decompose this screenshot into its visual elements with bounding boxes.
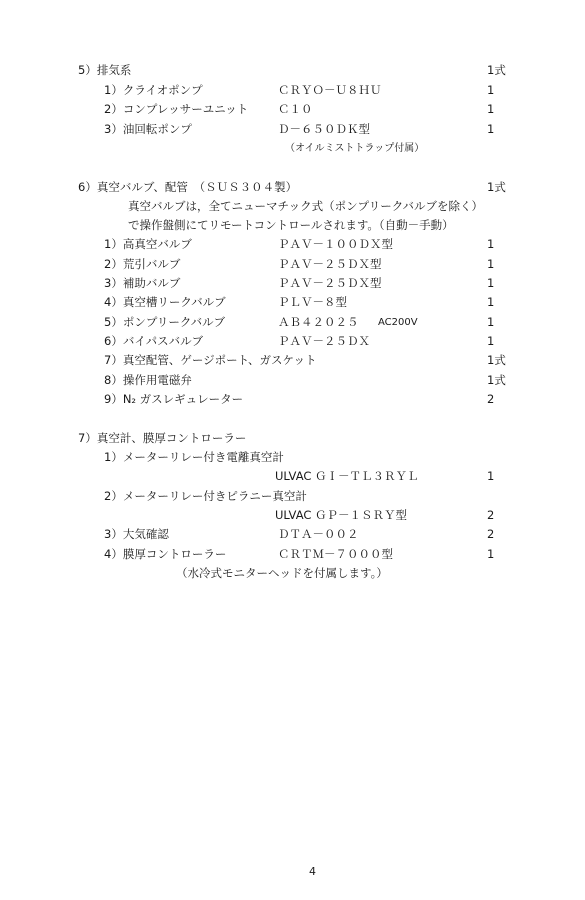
section-6-item-4-qty: 1 xyxy=(487,295,495,309)
section-5-item-1-label: 1）クライオポンプ xyxy=(104,83,203,97)
section-7-item-2-model: ULVAC ＧＰ－１ＳＲＹ型 xyxy=(275,508,408,522)
section-6-item-6-model: ＰＡＶ－２５ＤＸ xyxy=(278,334,370,348)
section-5-note: （オイルミストトラップ付属） xyxy=(285,143,425,154)
section-7-item-4-model: ＣＲＴＭ－７０００型 xyxy=(278,547,393,561)
section-7-item-1-label: 1）メーターリレー付き電離真空計 xyxy=(104,450,284,464)
section-6-item-3-qty: 1 xyxy=(487,276,495,290)
section-6-heading: 6）真空バルブ、配管 （ＳＵＳ３０４製） xyxy=(78,180,298,194)
section-5-item-3-qty: 1 xyxy=(487,122,495,136)
section-6-item-1-label: 1）高真空バルブ xyxy=(104,237,192,251)
section-7-item-1-model: ULVAC ＧＩ－ＴＬ３ＲＹＬ xyxy=(275,469,419,483)
section-6-item-5-model: ＡＢ４２０２５ xyxy=(278,315,359,329)
section-6-item-5-voltage: AC200V xyxy=(378,317,418,328)
page-number: 4 xyxy=(309,865,316,878)
section-6-item-9-label: 9）N₂ ガスレギュレーター xyxy=(104,392,244,406)
section-7-item-4-qty: 1 xyxy=(487,547,495,561)
section-6-item-2-label: 2）荒引バルブ xyxy=(104,257,181,271)
section-6-description-line-2: で操作盤側にてリモートコントロールされます。（自動－手動） xyxy=(128,218,454,232)
section-5-item-2-label: 2）コンプレッサーユニット xyxy=(104,102,249,116)
section-6-item-7-label: 7）真空配管、ゲージポート、ガスケット xyxy=(104,353,317,367)
section-6-item-1-qty: 1 xyxy=(487,237,495,251)
section-5-heading: 5）排気系 xyxy=(78,63,132,77)
section-5-item-2-model: Ｃ１０ xyxy=(278,102,313,116)
section-5-item-2-qty: 1 xyxy=(487,102,495,116)
section-6-item-3-label: 3）補助バルブ xyxy=(104,276,181,290)
section-7-item-4-label: 4）膜厚コントローラー xyxy=(104,547,227,561)
section-6-item-6-qty: 1 xyxy=(487,334,495,348)
section-6-qty: 1式 xyxy=(487,180,506,194)
section-7-note: （水冷式モニターヘッドを付属します。） xyxy=(176,566,388,580)
section-6-item-4-label: 4）真空槽リークバルブ xyxy=(104,295,226,309)
section-6-item-2-qty: 1 xyxy=(487,257,495,271)
section-7-item-3-model: ＤＴＡ－００２ xyxy=(278,527,359,541)
section-6-item-8-qty: 1式 xyxy=(487,373,506,387)
section-6-item-2-model: ＰＡＶ－２５ＤＸ型 xyxy=(278,257,382,271)
section-5-item-3-model: Ｄ－６５０ＤＫ型 xyxy=(278,122,370,136)
section-6-description-line-1: 真空バルブは，全てニューマチック式（ポンプリークバルブを除く） xyxy=(128,199,484,213)
section-5-item-1-qty: 1 xyxy=(487,83,495,97)
section-6-item-3-model: ＰＡＶ－２５ＤＸ型 xyxy=(278,276,382,290)
section-7-heading: 7）真空計、膜厚コントローラー xyxy=(78,431,247,445)
section-5-qty: 1式 xyxy=(487,63,506,77)
section-6-item-5-qty: 1 xyxy=(487,315,495,329)
section-7-item-2-label: 2）メーターリレー付きピラニー真空計 xyxy=(104,489,307,503)
section-6-item-4-model: ＰＬＶ－８型 xyxy=(278,295,347,309)
section-6-item-8-label: 8）操作用電磁弁 xyxy=(104,373,192,387)
section-5-item-1-model: ＣＲＹＯ－Ｕ８ＨＵ xyxy=(278,83,382,97)
section-6-item-5-label: 5）ポンプリークバルブ xyxy=(104,315,226,329)
section-6-item-6-label: 6）バイパスバルブ xyxy=(104,334,204,348)
section-7-item-1-qty: 1 xyxy=(487,469,495,483)
section-6-item-1-model: ＰＡＶ－１００ＤＸ型 xyxy=(278,237,393,251)
section-7-item-3-qty: 2 xyxy=(487,527,495,541)
section-6-item-9-qty: 2 xyxy=(487,392,495,406)
section-6-item-7-qty: 1式 xyxy=(487,353,506,367)
section-5-item-3-label: 3）油回転ポンプ xyxy=(104,122,192,136)
section-7-item-2-qty: 2 xyxy=(487,508,495,522)
section-7-item-3-label: 3）大気確認 xyxy=(104,527,169,541)
